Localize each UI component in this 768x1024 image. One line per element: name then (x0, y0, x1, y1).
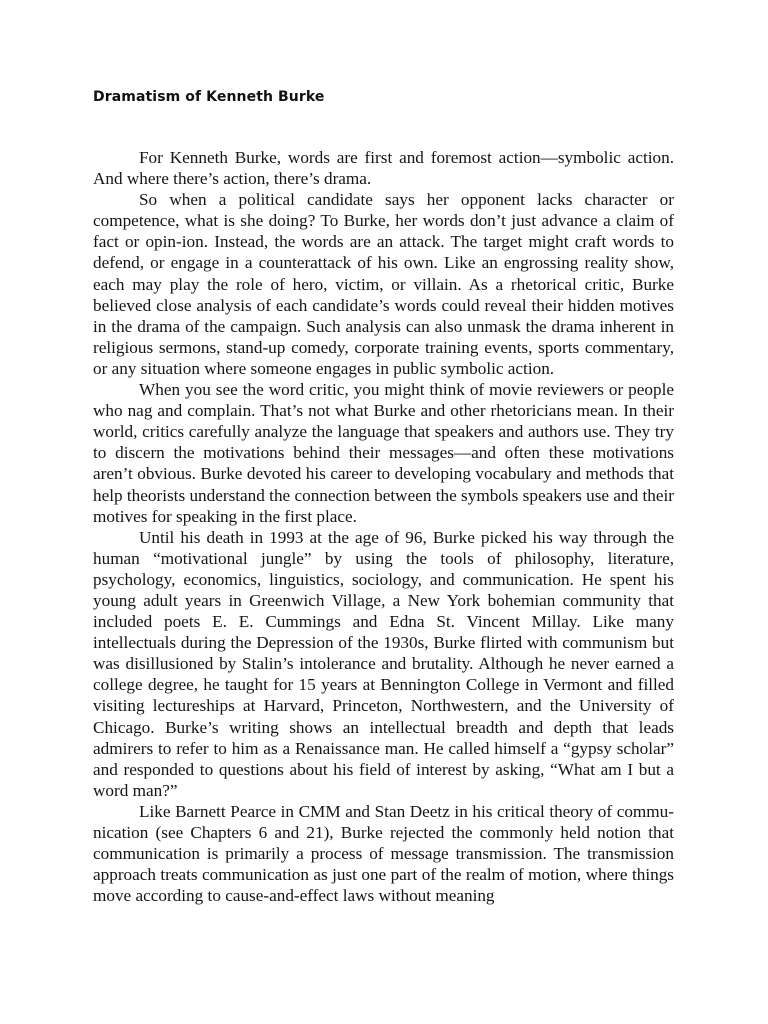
paragraph: Until his death in 1993 at the age of 96, Burke picked his way through the human “motivational jungle” by using the tools of philosophy, literature, psychology, economics, linguistics, sociology, and communication. He spent his young adult years in Greenwich Village, a New York bohemian community that included poets E. E. Cummings and Edna St. Vincent Millay. Like many intellectuals during the Depression of the 1930s, Burke flirted with communism but was disillusioned by Stalin’s intolerance and brutality. Although he never earned a college degree, he taught for 15 years at Bennington College in Vermont and filled visiting lectureships at Harvard, Princeton, Northwestern, and the University of Chicago. Burke’s writing shows an intellectual breadth and depth that leads admirers to refer to him as a Renaissance man. He called himself a “gypsy scholar” and responded to questions about his field of interest by asking, “What am I but a word man?” (93, 527, 674, 800)
document-body (93, 147, 674, 906)
paragraph: So when a political candidate says her opponent lacks character or competence, what is she doing? To Burke, her words don’t just advance a claim of fact or opin-ion. Instead, the words are an attack. The target might craft words to defend, or engage in a counterattack of his own. Like an engrossing reality show, each may play the role of hero, victim, or villain. As a rhetorical critic, Burke believed close analysis of each candidate’s words could reveal their hidden motives in the drama of the campaign. Such analysis can also unmask the drama inherent in religious sermons, stand-up comedy, corporate training events, sports commentary, or any situation where someone engages in public symbolic action. (93, 190, 674, 378)
paragraph: For Kenneth Burke, words are first and foremost action—symbolic action. And where there’s action, there’s drama. (93, 148, 674, 189)
document-title: Dramatism of Kenneth Burke (93, 89, 325, 105)
paragraph: When you see the word critic, you might think of movie reviewers or people who nag and complain. That’s not what Burke and other rhetoricians mean. In their world, critics carefully analyze the language that speakers and authors use. They try to discern the motivations behind their messages—and often these motivations aren’t obvious. Burke devoted his career to developing vocabulary and methods that help theorists understand the connection between the symbols speakers use and their motives for speaking in the first place. (93, 380, 674, 526)
paragraph: Like Barnett Pearce in CMM and Stan Deetz in his critical theory of commu- nication (see Chapters 6 and 21), Burke rejected the commonly held notion that communication is primarily a process of message transmission. The transmission approach treats communication as just one part of the realm of motion, where things move according to cause-and-effect laws without meaning (93, 801, 674, 906)
